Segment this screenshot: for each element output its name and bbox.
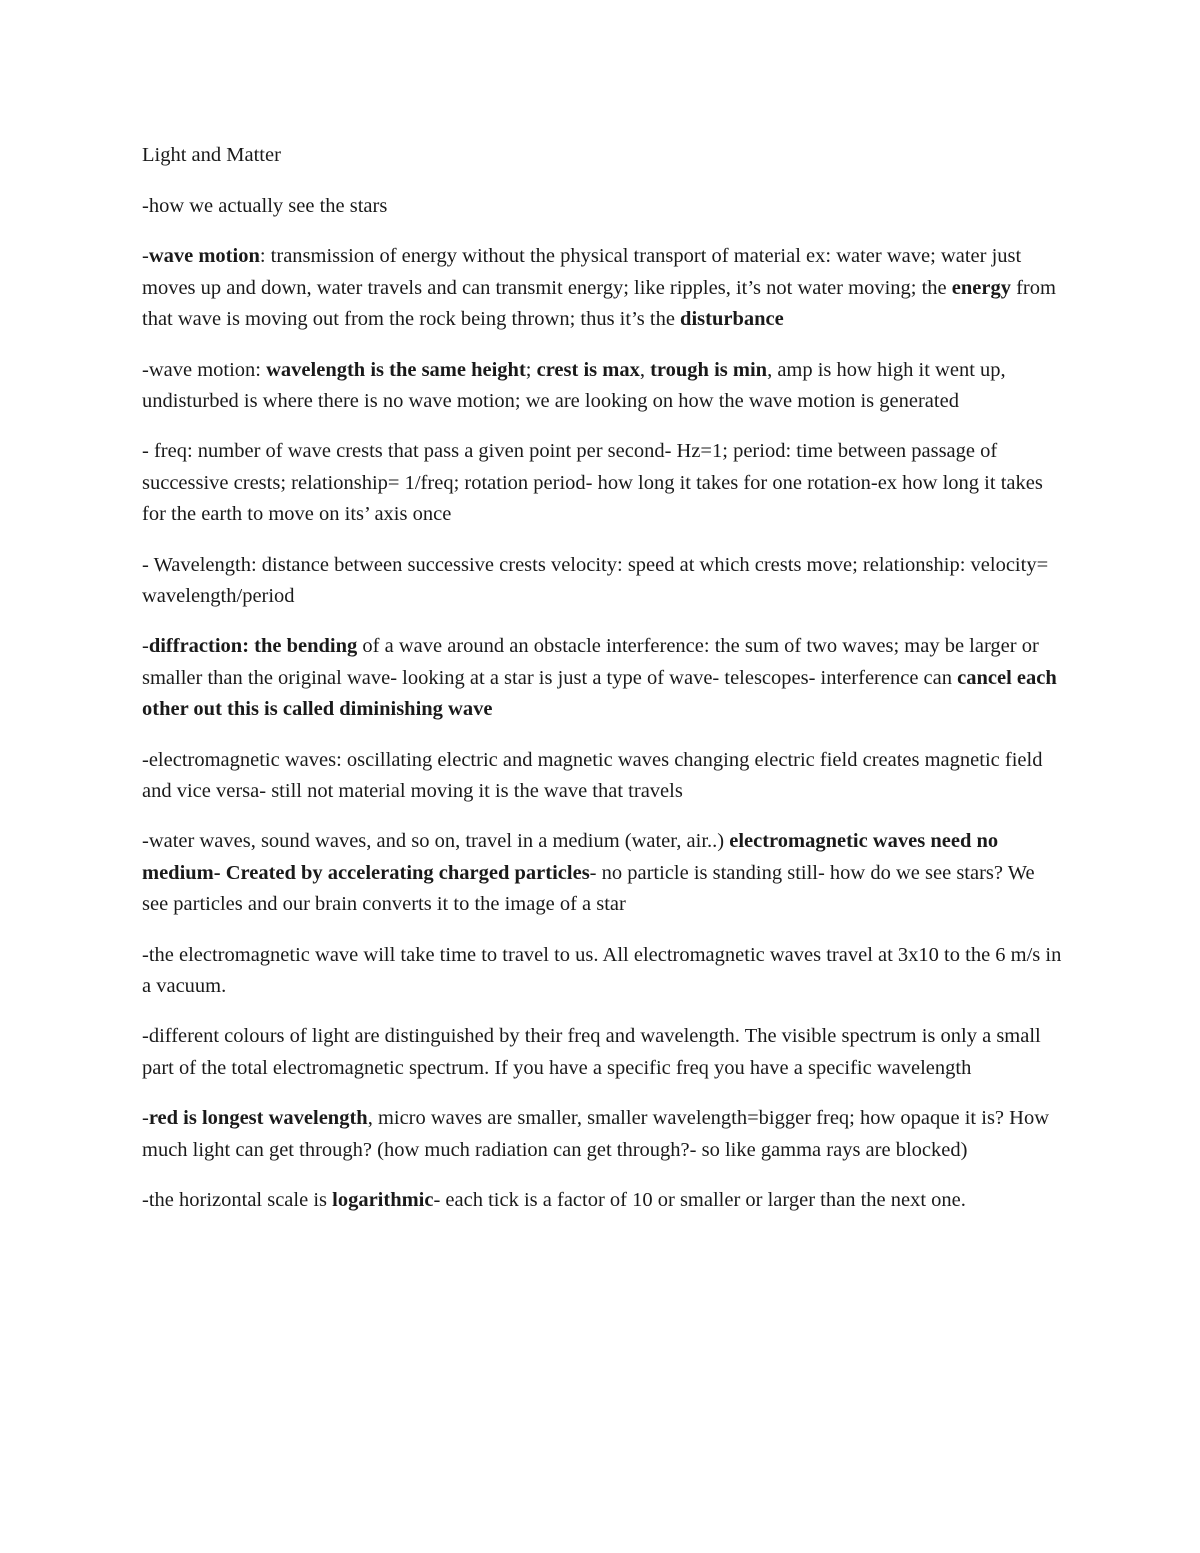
text-run: - [142,635,149,658]
paragraph-electromagnetic-waves: -electromagnetic waves: oscillating electric and magnetic waves changing electric field creates magnetic field and vice versa- still not material moving it is the wave that travels [142,748,1043,802]
paragraph-wave-motion-parts [142,355,1062,417]
bold-term-diffraction: diffraction: the bending [148,635,358,658]
bold-term-no-medium: electromagnetic waves need no medium- Created by accelerating charged particles [142,830,999,884]
paragraph-wave-motion-definition [142,241,1062,335]
paragraph-wavelength: - Wavelength: distance between successive crests velocity: speed at which crests move; relationship: velocity= wavelength/period [142,553,1049,607]
bold-term-wave-motion: wave motion [148,245,260,268]
text-run: : transmission of energy without the physical transport of material ex: water wave; water just moves up and down, water travels and can transmit energy; like ripples, it’s not water moving; the [142,245,1022,299]
paragraph-colours: -different colours of light are distinguished by their freq and wavelength. The visible spectrum is only a small part of the total electromagnetic spectrum. If you have a specific freq you have a specific wavelength [142,1025,1041,1079]
text-run: -wave motion: [142,358,267,381]
bold-term-diminishing-wave: cancel each other out this is called diminishing wave [142,666,1057,720]
paragraph-how-we-see-stars: -how we actually see the stars [142,194,388,217]
text-run: - [142,245,149,268]
document-body [142,140,1062,1236]
bold-term-disturbance: disturbance [680,307,784,330]
paragraph-logarithmic-scale [142,1185,1062,1216]
paragraph-frequency: - freq: number of wave crests that pass a given point per second- Hz=1; period: time between passage of successive crests; relationship= 1/freq; rotation period- how long it takes for one rotation-ex how long it takes for the earth to move on its’ axis once [142,440,1043,525]
text-run: , micro waves are smaller, smaller wavelength=bigger freq; how opaque it is? How much light can get through? (how much radiation can get through?- so like gamma rays are blocked) [142,1107,1050,1161]
paragraph-diffraction [142,631,1062,725]
text-run: - each tick is a factor of 10 or smaller or larger than the next one. [433,1189,966,1212]
bold-term-logarithmic: logarithmic [332,1189,434,1212]
document-title: Light and Matter [142,144,281,166]
text-run: -the horizontal scale is [142,1189,333,1212]
text-run: , amp is how high it went up, undisturbed is where there is no wave motion; we are looking on how the wave motion is generated [142,358,1006,412]
bold-term-energy: energy [951,276,1011,299]
bold-term-crest: crest is max [536,358,640,381]
text-run: , [639,358,651,381]
text-run: of a wave around an obstacle interference: the sum of two waves; may be larger or smaller than the original wave- looking at a star is just a type of wave- telescopes- interference can [142,635,1039,689]
text-run: - [142,1107,149,1130]
text-run: from that wave is moving out from the rock being thrown; thus it’s the [142,276,1056,330]
bold-term-red-longest: red is longest wavelength [148,1107,368,1130]
paragraph-travel-speed: -the electromagnetic wave will take time to travel to us. All electromagnetic waves travel at 3x10 to the 6 m/s in a vacuum. [142,943,1062,997]
bold-term-trough: trough is min [650,358,768,381]
text-run: -water waves, sound waves, and so on, travel in a medium (water, air..) [142,830,730,853]
bold-term-wavelength: wavelength is the same height [266,358,526,381]
text-run: ; [525,358,537,381]
paragraph-red-longest [142,1103,1062,1165]
text-run: - no particle is standing still- how do we see stars? We see particles and our brain converts it to the image of a star [142,861,1035,915]
paragraph-medium [142,826,1062,920]
